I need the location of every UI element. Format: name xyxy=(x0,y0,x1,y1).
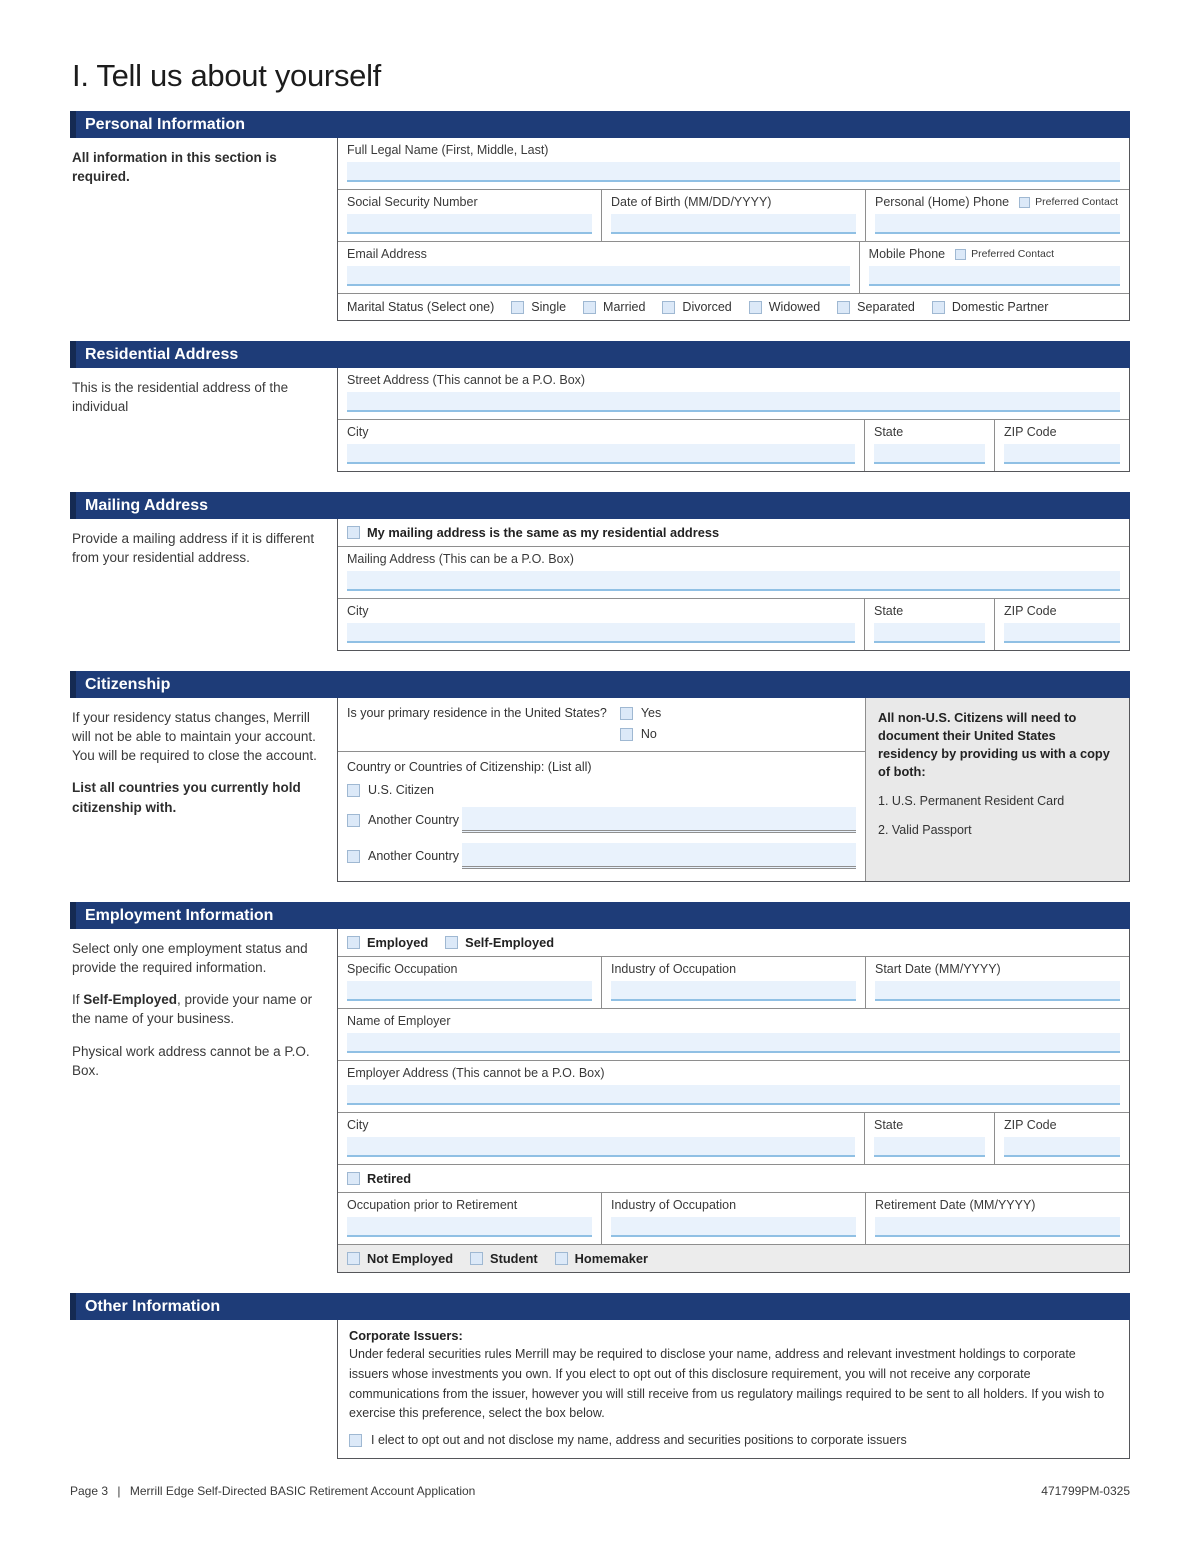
self-employed-label: Self-Employed xyxy=(465,935,555,950)
row-ssn-dob-phone xyxy=(338,190,1129,242)
email-input[interactable] xyxy=(347,266,850,286)
page-title: I. Tell us about yourself xyxy=(72,58,381,93)
student-option xyxy=(470,1251,538,1266)
primary-residence-yes-option xyxy=(620,706,661,720)
citizenship-fields-box xyxy=(337,698,1130,882)
non-us-citizens-sidebar xyxy=(865,698,1129,881)
row-email-mobile xyxy=(338,242,1129,294)
residential-fields-box xyxy=(337,368,1130,472)
married-checkbox[interactable] xyxy=(583,301,596,314)
mailing-address-cell xyxy=(338,547,1129,598)
mailing-address-input[interactable] xyxy=(347,571,1120,591)
section-mailing-address xyxy=(70,492,1130,651)
mail-zip-cell xyxy=(994,599,1129,650)
self-employed-checkbox[interactable] xyxy=(445,936,458,949)
ssn-cell xyxy=(338,190,601,241)
mail-zip-label: ZIP Code xyxy=(1004,604,1057,618)
self-employed-option xyxy=(445,935,554,950)
industry-input[interactable] xyxy=(611,981,856,1001)
emp-zip-input[interactable] xyxy=(1004,1137,1120,1157)
employer-address-label: Employer Address (This cannot be a P.O. Box) xyxy=(347,1066,605,1080)
residence-yes-checkbox[interactable] xyxy=(620,707,633,720)
corporate-issuers-cell xyxy=(338,1320,1129,1458)
citizenship-note2: List all countries you currently hold citizenship with. xyxy=(72,780,301,815)
divorced-checkbox[interactable] xyxy=(662,301,675,314)
marital-status-label: Marital Status (Select one) xyxy=(347,300,495,314)
mobile-phone-preferred-label: Preferred Contact xyxy=(971,248,1054,260)
footer-divider: | xyxy=(117,1484,121,1498)
employed-label: Employed xyxy=(367,935,429,950)
mobile-phone-preferred-checkbox[interactable] xyxy=(955,249,966,260)
emp-state-cell xyxy=(864,1113,994,1164)
start-date-input[interactable] xyxy=(875,981,1120,1001)
mail-city-label: City xyxy=(347,604,369,618)
res-zip-input[interactable] xyxy=(1004,444,1120,464)
same-as-residential-checkbox[interactable] xyxy=(347,526,360,539)
marital-option-single xyxy=(511,300,566,314)
full-name-input[interactable] xyxy=(347,162,1120,182)
mailing-note-text: Provide a mailing address if it is different from your residential address. xyxy=(72,531,315,566)
retired-industry-label: Industry of Occupation xyxy=(611,1198,737,1212)
employed-checkbox[interactable] xyxy=(347,936,360,949)
mail-state-label: State xyxy=(874,604,904,618)
res-street-cell xyxy=(338,368,1129,419)
emp-city-label: City xyxy=(347,1118,369,1132)
ssn-label: Social Security Number xyxy=(347,195,478,209)
employment-fields-box xyxy=(337,929,1130,1273)
domestic-partner-label: Domestic Partner xyxy=(951,300,1049,314)
res-state-label: State xyxy=(874,425,904,439)
marital-option-domestic-partner xyxy=(932,300,1049,314)
start-date-cell xyxy=(865,957,1129,1008)
citizenship-note1: If your residency status changes, Merrill will not be able to maintain your account. You will be required to close the account. xyxy=(72,710,317,764)
specific-occupation-input[interactable] xyxy=(347,981,592,1001)
home-phone-preferred-checkbox[interactable] xyxy=(1019,197,1030,208)
row-emp-city-state-zip xyxy=(338,1113,1129,1165)
personal-note xyxy=(70,138,337,321)
res-state-input[interactable] xyxy=(874,444,985,464)
mailing-address-label: Mailing Address (This can be a P.O. Box) xyxy=(347,552,574,566)
ssn-input[interactable] xyxy=(347,214,592,234)
dob-cell xyxy=(601,190,865,241)
row-countries-of-citizenship xyxy=(338,752,865,881)
retired-checkbox[interactable] xyxy=(347,1172,360,1185)
residence-no-checkbox[interactable] xyxy=(620,728,633,741)
optout-checkbox[interactable] xyxy=(349,1434,362,1447)
mobile-phone-label: Mobile Phone xyxy=(868,247,946,261)
widowed-checkbox[interactable] xyxy=(749,301,762,314)
sidebar-item-resident-card: 1. U.S. Permanent Resident Card xyxy=(878,793,1065,808)
retirement-date-input[interactable] xyxy=(875,1217,1120,1237)
primary-residence-options xyxy=(620,706,661,741)
page-footer xyxy=(70,1484,1130,1498)
section-residential-address xyxy=(70,341,1130,472)
marital-option-separated xyxy=(837,300,915,314)
citizenship-note xyxy=(70,698,337,882)
specific-occupation-label: Specific Occupation xyxy=(347,962,458,976)
separated-checkbox[interactable] xyxy=(837,301,850,314)
res-city-label: City xyxy=(347,425,369,439)
occupation-prior-input[interactable] xyxy=(347,1217,592,1237)
industry-cell xyxy=(601,957,865,1008)
section-employment-information xyxy=(70,902,1130,1273)
row-marital-status xyxy=(338,294,1129,320)
row-res-street xyxy=(338,368,1129,420)
employment-note2: If Self-Employed, provide your name or the name of your business. xyxy=(72,992,313,1027)
mail-city-input[interactable] xyxy=(347,623,855,643)
section-header-citizenship: Citizenship xyxy=(70,671,1130,698)
marital-option-divorced xyxy=(662,300,731,314)
emp-zip-cell xyxy=(994,1113,1129,1164)
employment-note1: Select only one employment status and provide the required information. xyxy=(72,941,308,976)
emp-state-label: State xyxy=(874,1118,904,1132)
residential-note xyxy=(70,368,337,472)
emp-state-input[interactable] xyxy=(874,1137,985,1157)
res-zip-label: ZIP Code xyxy=(1004,425,1057,439)
row-employer-address xyxy=(338,1061,1129,1113)
employer-name-label: Name of Employer xyxy=(347,1014,451,1028)
row-occupation-industry-start xyxy=(338,957,1129,1009)
mail-zip-input[interactable] xyxy=(1004,623,1120,643)
another-country-1-label: Another Country xyxy=(368,813,460,827)
employment-note3: Physical work address cannot be a P.O. Box. xyxy=(72,1043,310,1078)
row-primary-residence-question xyxy=(338,698,865,752)
sidebar-item-passport: 2. Valid Passport xyxy=(878,823,972,838)
section-header-employment: Employment Information xyxy=(70,902,1130,929)
footer-form-code: 471799PM-0325 xyxy=(1041,1484,1130,1498)
retired-industry-input[interactable] xyxy=(611,1217,856,1237)
another-country-2-label: Another Country xyxy=(368,849,460,863)
email-cell xyxy=(338,242,859,293)
us-citizen-checkbox[interactable] xyxy=(347,784,360,797)
employer-address-input[interactable] xyxy=(347,1085,1120,1105)
emp-city-input[interactable] xyxy=(347,1137,855,1157)
personal-note-text: All information in this section is required. xyxy=(72,150,277,185)
mail-state-cell xyxy=(864,599,994,650)
not-employed-checkbox[interactable] xyxy=(347,1252,360,1265)
same-as-residential-label: My mailing address is the same as my residential address xyxy=(367,525,720,540)
employed-option xyxy=(347,935,428,950)
residence-yes-label: Yes xyxy=(640,706,662,720)
not-employed-option xyxy=(347,1251,453,1266)
home-phone-label: Personal (Home) Phone xyxy=(875,195,1010,209)
section-other-information xyxy=(70,1293,1130,1459)
primary-residence-no-option xyxy=(620,727,661,741)
section-citizenship xyxy=(70,671,1130,882)
residential-note-text: This is the residential address of the individual xyxy=(72,380,289,415)
full-name-cell xyxy=(338,138,1129,189)
mail-state-input[interactable] xyxy=(874,623,985,643)
res-street-input[interactable] xyxy=(347,392,1120,412)
footer-doc-title: Merrill Edge Self-Directed BASIC Retirement Account Application xyxy=(129,1484,476,1498)
emp-city-cell xyxy=(338,1113,864,1164)
home-phone-input[interactable] xyxy=(875,214,1120,234)
homemaker-checkbox[interactable] xyxy=(555,1252,568,1265)
emp-zip-label: ZIP Code xyxy=(1004,1118,1057,1132)
mobile-phone-input[interactable] xyxy=(869,266,1120,286)
row-same-as-residential xyxy=(338,519,1129,546)
specific-occupation-cell xyxy=(338,957,601,1008)
not-employed-label: Not Employed xyxy=(367,1251,454,1266)
full-name-label: Full Legal Name (First, Middle, Last) xyxy=(347,143,549,157)
section-header-other: Other Information xyxy=(70,1293,1130,1320)
section-personal-information xyxy=(70,111,1130,321)
homemaker-option xyxy=(555,1251,648,1266)
separated-label: Separated xyxy=(857,300,915,314)
sidebar-heading: All non-U.S. Citizens will need to document their United States residency by providing us with a copy of both: xyxy=(878,710,1110,779)
corporate-issuers-body: Under federal securities rules Merrill may be required to disclose your name, address and relevant investment holdings to corporate issuers whose investments you own. If you elect to opt out of this disclosure requirement, you will not receive any corporate communications from the issuer, however you will still receive from us regulatory mailings required to be sent to all holders. If you wish to exercise this preference, select the box below. xyxy=(349,1347,1105,1421)
home-phone-cell xyxy=(865,190,1129,241)
another-country-2-input[interactable] xyxy=(462,843,856,869)
footer-page-number: Page 3 xyxy=(70,1484,109,1498)
another-country-1-input[interactable] xyxy=(462,807,856,833)
citizenship-main-column xyxy=(338,698,865,881)
another-country-2-checkbox[interactable] xyxy=(347,850,360,863)
res-state-cell xyxy=(864,420,994,471)
retirement-date-cell xyxy=(865,1193,1129,1244)
mailing-note xyxy=(70,519,337,651)
row-mail-city-state-zip xyxy=(338,599,1129,650)
retired-label: Retired xyxy=(367,1171,412,1186)
other-fields-box xyxy=(337,1320,1130,1459)
retired-industry-cell xyxy=(601,1193,865,1244)
domestic-partner-checkbox[interactable] xyxy=(932,301,945,314)
optout-label: I elect to opt out and not disclose my name, address and securities positions to corporate issuers xyxy=(371,1433,907,1447)
single-checkbox[interactable] xyxy=(511,301,524,314)
single-label: Single xyxy=(531,300,567,314)
personal-fields-box xyxy=(337,138,1130,321)
footer-left xyxy=(70,1484,481,1498)
res-city-input[interactable] xyxy=(347,444,855,464)
marital-option-married xyxy=(583,300,645,314)
dob-input[interactable] xyxy=(611,214,856,234)
another-country-1-checkbox[interactable] xyxy=(347,814,360,827)
res-zip-cell xyxy=(994,420,1129,471)
mailing-fields-box xyxy=(337,519,1130,651)
other-note-empty xyxy=(70,1320,337,1459)
row-retirement-details xyxy=(338,1193,1129,1245)
student-checkbox[interactable] xyxy=(470,1252,483,1265)
another-country-option-2 xyxy=(347,843,856,869)
row-res-city-state-zip xyxy=(338,420,1129,471)
industry-label: Industry of Occupation xyxy=(611,962,737,976)
employer-name-cell xyxy=(338,1009,1129,1060)
row-not-employed-status xyxy=(338,1245,1129,1272)
section-header-mailing: Mailing Address xyxy=(70,492,1130,519)
homemaker-label: Homemaker xyxy=(574,1251,648,1266)
employer-address-cell xyxy=(338,1061,1129,1112)
occupation-prior-label: Occupation prior to Retirement xyxy=(347,1198,518,1212)
occupation-prior-cell xyxy=(338,1193,601,1244)
email-label: Email Address xyxy=(347,247,427,261)
married-label: Married xyxy=(603,300,646,314)
primary-residence-question: Is your primary residence in the United States? xyxy=(347,706,607,720)
section-header-residential: Residential Address xyxy=(70,341,1130,368)
another-country-option-1 xyxy=(347,807,856,833)
mail-city-cell xyxy=(338,599,864,650)
mobile-phone-cell xyxy=(859,242,1129,293)
optout-option xyxy=(349,1433,1118,1447)
res-street-label: Street Address (This cannot be a P.O. Box) xyxy=(347,373,586,387)
student-label: Student xyxy=(490,1251,538,1266)
row-retired xyxy=(338,1165,1129,1192)
corporate-issuers-heading: Corporate Issuers: xyxy=(349,1328,463,1343)
countries-label: Country or Countries of Citizenship: (List all) xyxy=(347,760,592,774)
res-city-cell xyxy=(338,420,864,471)
self-employed-emphasis: Self-Employed xyxy=(83,992,178,1008)
same-as-residential-option xyxy=(347,525,719,540)
row-employed-status xyxy=(338,929,1129,956)
row-name-of-employer xyxy=(338,1009,1129,1061)
divorced-label: Divorced xyxy=(682,300,732,314)
employment-note xyxy=(70,929,337,1273)
start-date-label: Start Date (MM/YYYY) xyxy=(875,962,1001,976)
retired-option xyxy=(347,1171,411,1186)
us-citizen-label: U.S. Citizen xyxy=(368,783,434,797)
marital-option-widowed xyxy=(749,300,820,314)
row-mailing-address xyxy=(338,547,1129,599)
residence-no-label: No xyxy=(640,727,657,741)
home-phone-preferred-label: Preferred Contact xyxy=(1035,196,1118,208)
employer-name-input[interactable] xyxy=(347,1033,1120,1053)
dob-label: Date of Birth (MM/DD/YYYY) xyxy=(611,195,772,209)
row-full-name xyxy=(338,138,1129,190)
us-citizen-option xyxy=(347,783,856,797)
widowed-label: Widowed xyxy=(768,300,821,314)
section-header-personal: Personal Information xyxy=(70,111,1130,138)
retirement-date-label: Retirement Date (MM/YYYY) xyxy=(875,1198,1036,1212)
